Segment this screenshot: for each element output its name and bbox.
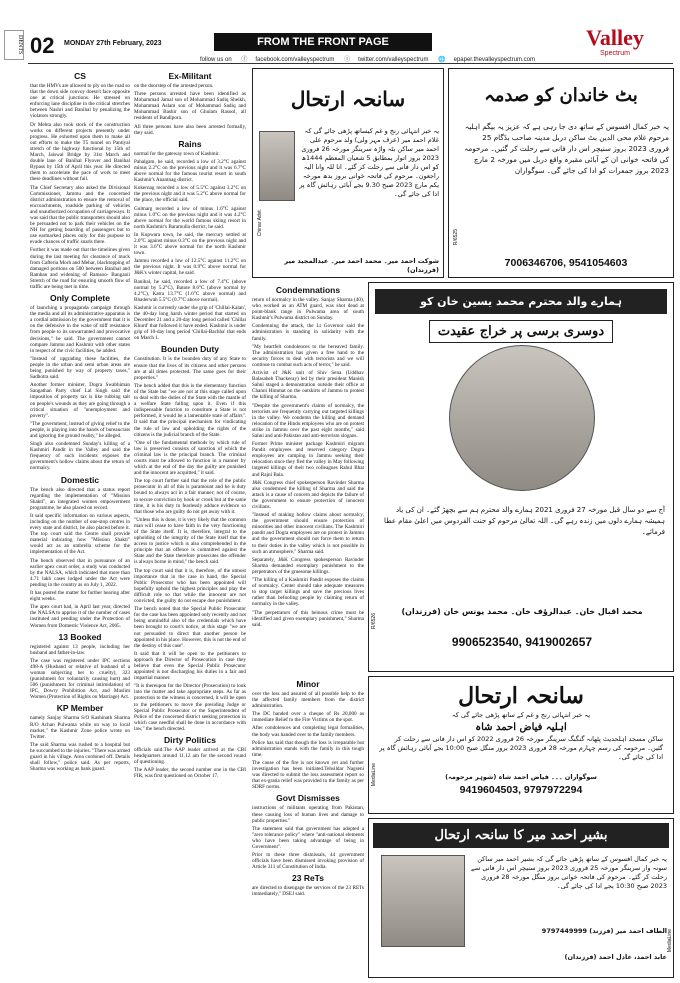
headline-rains: Rains bbox=[178, 138, 202, 149]
ad-code: MediaLine bbox=[667, 929, 673, 953]
article-text: Banihal, he said, recorded a low of 7.4°C (above normal by 5.2°C), Batote 8.6°C (above normal by 4.2°C), Katra 13.7°C (1.6°C above normal) and Bhaderwah 5.5°C (0.7°C above normal). bbox=[134, 278, 246, 303]
article-text: Prior to these three dismissals, 44 government officials have been dismissed invoking provision of Article 311 of Constitution of India. bbox=[252, 852, 364, 871]
headline-only-complete: Only Complete bbox=[50, 293, 110, 304]
article-text: The top court further said that the role of the public prosecutor in all of this is paramount and he is duty bound to always act in a fair manner; not of course, to secure conviction by hook or crook but at the same time, it is his duty to fearlessly adduce evidence so that those who are guilty do not get away with it. bbox=[134, 478, 246, 515]
article-text: The top court said that it is, therefore, of the utmost importance that in the case in hand, the Special Public Prosecutor who has been appointed will hopefully uphold the highest principles and play the difficult role so that while the innocent are not convicted, the guilty do not escape due punishment. bbox=[134, 567, 246, 605]
article-text: Kashmir is currently under the grip of 'Chillai-Kalan', the 40-day long harsh winter period that started on December 21 and a 20-day long period called 'Chillai Khurd' that followed it have ended. Kashmir is under grip of 10-day long period 'Chillai-Bachha' that ends on March 1. bbox=[134, 304, 246, 342]
follow-label: follow us on bbox=[200, 57, 232, 63]
article-text: In Kupwara town, he said, the mercury settled at 2.0°C against minus 0.3°C on the previous night and it was 3.6°C above normal for the north Kashmir town. bbox=[134, 231, 246, 257]
article-text: Pahalgam, he said, recorded a low of 3.2°C against minus 2.2°C on the previous night and it was 6.7°C above normal for the famous tourist resort in south Kashmir's Anantnag district. bbox=[134, 158, 246, 184]
article-text: Three persons arrested have been identified as Mohammad Jamal son of Mohammad Sadiq Sheikh, Mohammad Aslam son of Mohammad Sadiq and Mohammad Bashir son of Ghulam Rasool, all residents of Bandipora. bbox=[134, 91, 246, 122]
obituary-mir bbox=[252, 68, 444, 278]
tribute-photo bbox=[449, 345, 595, 491]
article-text: The cause of the fire is not known yet and further investigation has been initiated.Tehsildar Nagseni was directed to submit the loss assessment report so that ex-gratia relief was provided to the family as per SDRF norms. bbox=[252, 759, 364, 791]
contact-phones: 9419604503, 9797972294 bbox=[459, 784, 583, 796]
obituary-mourners: الطاف احمد میر (فرزند) 9797449999 bbox=[541, 927, 667, 935]
facebook-link[interactable]: facebook.com/valleyspectrum bbox=[255, 57, 335, 63]
twitter-icon: ⓣ bbox=[344, 57, 351, 63]
obituary-mourners-2: عابد احمد، عادل احمد (فرزندان) bbox=[564, 953, 667, 961]
epaper-icon: 🌐 bbox=[438, 57, 446, 63]
headline-dirty-politics: Dirty Politics bbox=[164, 735, 216, 745]
issue-date: MONDAY 27th February, 2023 bbox=[64, 40, 162, 47]
obituary-bashir-mir bbox=[368, 818, 674, 978]
masthead bbox=[0, 0, 680, 62]
article-text: The bench noted that the Special Public Prosecutor for the case has been appointed only recently and not being unmindful also of the credentials which have been brought to court's notice, at this stage "we are not persuaded to direct that another person be appointed in his place. However, this is not the end of the destiny of this case". bbox=[134, 606, 246, 649]
obituary-title: بٹ خاندان کو صدمہ bbox=[484, 85, 638, 106]
article-text: The said Sharma was rushed to a hospital but he succumbed to the injuries. "There was armed guard in his village. Area cordoned off. Details shall follow," police said. As per reports, Sharma was working as bank guard. bbox=[30, 741, 130, 773]
article-text: Police has said that though the loss is irreparable but administration stands with the family in this tough time. bbox=[252, 739, 364, 758]
tribute-body: آج سے دو سال قبل مورخہ 27 فروری 2021 ہمارے والد محترم ہم سے بچھڑ گئے۔ ان کی یاد ہمیشہ ہمارے دلوں میں زندہ رہے گی۔ اللہ تعالیٰ مرحوم کو جنت الفردوس میں اعلیٰ مقام عطا فرمائے۔ bbox=[384, 506, 665, 536]
article-text: The bench added that this is the elementary function of the State but "we are not at this stage called upon to deal with the duties of the State with the mantle of a welfare State falling upon it. Even if this indispensable function to constitute a State is not performed, it would be a lamentable state of affairs". It said that the principal mechanism for vindicating the rule of law and upholding the rights of the citizens is the judicial branch of the State. bbox=[134, 382, 246, 438]
obituary-body: ساکن مسجد اہلحدیث پٹھانہ گنگبگ سرینگر مورخہ 26 فروری 2022 کو اس دار فانی سے رحلت کر گئیں۔ مرحومہ کی رسم چہارم مورخہ 28 فروری 2023 بروز منگل صبح 10:00 بجے آبائی رہائش گاہ پر ادا کی جائے گی۔ bbox=[379, 735, 663, 761]
article-text: "It is thereupon for the Director (Prosecution) to look into the matter and take appropriate steps. As far as protection to the witness is concerned, it will be open to the petitioners to move the presiding Judge or Special Public Prosecutor or the Superintendent of Police of the concerned district seeking protection in which case needful shall be done in accordance with law," the bench directed. bbox=[134, 683, 246, 732]
headline-kp-member: KP Member bbox=[56, 703, 104, 714]
facebook-icon: ⓕ bbox=[241, 57, 248, 63]
article-text: After condolences and completing legal formalities, the body was handed over to the family members. bbox=[252, 725, 364, 738]
article-text: are directed to disengage the services of the 23 RETs immediately," DSEJ said. bbox=[252, 885, 364, 898]
headline-bounden-duty: Bounden Duty bbox=[160, 344, 220, 355]
tribute-title: ہمارے والد محترم محمد یسین خان کو bbox=[375, 289, 667, 314]
article-text: Singh also condemned Sunday's killing of a Kashmiri Pandit in the Valley and said the frequency of such incidents exposes the government's hollow claims about the return of normalcy. bbox=[30, 441, 130, 472]
article-text: The case was registered under IPC sections 498-A (Husband or relative of husband of a woman subjecting her to cruelty), 323 (punishment for voluntarily causing hurt) and 506 (punishment for criminal intimidation) of IPC, Dowry Prohibition Act, and Muslim Women (Protection of Rights on Marriage) Act. bbox=[30, 657, 130, 701]
valley-spectrum-logo bbox=[556, 26, 674, 62]
contact-phones: 9906523540, 9419002657 bbox=[451, 635, 593, 649]
article-text: return of normalcy in the valley. Sanjay Sharma (40), who worked as an ATM guard, was shot dead at point-blank range in Pulwama area of south Kashmir's Pulwama district on Sunday. bbox=[252, 297, 364, 322]
headline-govt-dismisses: Govt Dismisses bbox=[276, 793, 340, 804]
article-text: "Despite the government's claims of normalcy, the terrorists are frequently carrying out targeted killings in the valley. We condemn the killing and demand relocation of the Hindu employees who are on protest strike in Jammu over the past eight months," said Sahni and anti-Pakistan and anti-terrorism slogans. bbox=[252, 402, 364, 439]
headline-cs: CS bbox=[74, 71, 86, 81]
obituary-butt-family bbox=[448, 68, 674, 278]
logo-bottom: Spectrum bbox=[600, 50, 630, 57]
article-text: Dr Mehta also took stock of the construction works on different projects presently under progress. He exhorted upon them to make all out efforts to make the T5 tunnel on Pantiyal stretch of the highway functional by 15th of March, Jaiswal Bridge by 31st March and double lane of Banihal Flyover and Banihal Bypass by 15th of April this year. He directed them to accelerate the pace of work to meet these deadlines without fail. bbox=[30, 121, 130, 183]
article-text: Another former minister, Dogra Swabhiman Sangathan Party chief Lal Singh said the imposition of property tax is like rubbing salt on people's wounds as they are going through a critical situation of "unemployment and poverty". bbox=[30, 382, 130, 419]
ad-code: R/6526 bbox=[371, 613, 377, 630]
obituary-body: یہ خبر کمال افسوس کے ساتھ پڑھی جائے گی کہ بشیر احمد میر ساکن سونہ وار سرینگر مورخہ 25 فروری 2023 بروز سنیچر اس دار فانی سے رحلت کر گئے۔ مرحوم کی فاتحہ خوانی بروز منگل مورخہ 28 فروری 2023 صبح 10:30 بجے ادا کی جائے گی۔ bbox=[471, 855, 667, 890]
article-text: Further it was made out that the timelines given during the last meeting for clearance of muck from Cafteria Morh and Mehar, blacktopping of damaged portions on 500 between Banihal and Ramban and widening of Ramsoo- Banganii Stretch of the road for ensuring smooth flow of traffic are being met in time. bbox=[30, 247, 130, 290]
article-text: Former Prime minister package Kashmiri migrant Pandit employees and reserved category Dogra employees are camping in Jammu seeking their relocation since they fled the valley in May following targeted killings of their two colleagues Rahul Bhat and Rajni Bala. bbox=[252, 441, 364, 478]
ad-code: MediaLine bbox=[371, 763, 377, 787]
contact-phones: 7006346706, 9541054603 bbox=[504, 257, 628, 269]
headline-ex-militant: Ex-Militant bbox=[168, 71, 212, 81]
article-text: The Chief Secretary also asked the Divisional Commissioner, Jammu and the concerned district administration to ensure the removal of encroachments, roadside parking of vehicles and unauthorized occupation of carriageways. It was said that the public transporters should also be persuaded not to park their vehicles on the NH for getting boarding of passengers but to use earmarked places only for this purpose to evade chances of traffic snarls there. bbox=[30, 184, 130, 246]
page-number: 02 bbox=[30, 33, 55, 58]
article-text: Constitution. It is the bounden duty of any State to ensure that the lives of its citizens and other persons are at all times protected. The same goes for their properties." bbox=[134, 356, 246, 381]
headline-condemnations: Condemnations bbox=[275, 285, 341, 295]
article-text: "Instead of making hollow claims about normalcy, the government should ensure protection of minorities and other innocent civilians. The Kashmiri pandit and Dogra employees are on protest in Jammu and the government should not force them to return to their duties in the valley which is not possible in such an atmosphere," Sharma said. bbox=[252, 512, 364, 555]
obituary-body: یہ خبر کمال افسوس کے ساتھ دی جا رہی ہے کہ عزیز یہ بیگم اہلیہ مرحوم غلام محی الدین بٹ ساکن دربل مدینہ صاحب بڈگام 25 فروری 2023 بروز سنیچر اس دار فانی سے رحلت کر گئیں۔ مرحومہ کی فاتحہ خوانی ان کے آبائی مقبرہ واقع دربل میں مورخہ 2 مارچ 2023 بروز جمعرات کو ادا کی جائے گی۔ سوگواران bbox=[464, 122, 669, 175]
obituary-shah bbox=[368, 676, 674, 814]
article-text: "My heartfelt condolences to the bereaved family. The administration has given a free hand to the security forces to deal with terrorists and we will continue to combat such acts of terror," he said. bbox=[252, 343, 364, 368]
side-label: DENTS bbox=[4, 30, 24, 60]
header-rule bbox=[28, 63, 673, 64]
article-text: Kokernag recorded a low of 5.5°C against 3.2°C on the previous night and it was 5.2°C above normal for the place, the official said. bbox=[134, 185, 246, 204]
article-text: instructions of militants operating from Pakistan, these causing loss of human lives and damage to public properties." bbox=[252, 805, 364, 824]
epaper-link[interactable]: epaper.thevalleyspectrum.com bbox=[453, 57, 535, 63]
article-text: officials said.The AAP leader arrived at the CBI headquarters around 11.12 am for the second round of questioning. bbox=[134, 747, 246, 766]
article-text: It has posted the matter for further hearing after eight weeks. bbox=[30, 590, 130, 603]
article-text: Activist of J&K unit of Shiv Sena (Uddhav Balasaheb Thackeray) led by their president Manish Sahni staged a demonstration outside their office at Channi Himmat on the outskirts of Jammu to protest the killing of Sharma. bbox=[252, 370, 364, 401]
headline-23-rets: 23 ReTs bbox=[292, 873, 324, 884]
article-text: "The government, instead of giving relief to the people, is playing into the hands of bureaucrats and ignoring the ground reality," he alleged. bbox=[30, 420, 130, 439]
headline-domestic: Domestic bbox=[60, 474, 100, 485]
article-text: that the HMVs are allowed to ply on the road so that the down side convoy doesn't face opposite one at critical junctions. He stressed on enforcing lane discipline in the critical stretches between Nashri and Banihal by penalizing the violators strongly. bbox=[30, 83, 130, 120]
obituary-intro: یہ خبر انتہائی رنج و غم کے ساتھ پڑھی جائے گی کہ bbox=[451, 711, 591, 719]
deceased-photo bbox=[259, 131, 295, 201]
article-text: Gulmarg recorded a low of minus 1.6°C against minus 1.0°C on the previous night and it was 4.2°C above normal for the world famous skiing resort in north Kashmir's Baramulla district, he said. bbox=[134, 205, 246, 230]
deceased-photo bbox=[381, 855, 465, 947]
article-text: over the loss and assured of all possible help to the the affected family members from the district administration. bbox=[252, 691, 364, 710]
tribute-mourners: محمد اقبال خان۔ عبدالرؤف خان۔ محمد یونس خان (فرزندان) bbox=[401, 607, 643, 616]
article-text: The statement said that government has adopted a "zero tolerance policy" where "anti-national elements who have been taking advantage of being in Government". bbox=[252, 825, 364, 850]
column-3-lower bbox=[252, 676, 364, 978]
column-2 bbox=[134, 68, 246, 978]
logo-top: Valley bbox=[586, 25, 644, 50]
column-1 bbox=[30, 68, 130, 978]
tribute-subtitle: دوسری برسی پر خراج عقیدت bbox=[429, 320, 613, 343]
article-text: Jammu recorded a low of 12.5°C against 11.2°C on the previous night. It was 0.9°C above normal for J&K's winter capital, he said. bbox=[134, 258, 246, 277]
headline-13-booked: 13 Booked bbox=[58, 631, 102, 642]
obituary-name: اہلیہ فیاض احمد شاہ bbox=[475, 722, 567, 733]
article-text: The AAP leader, the second number one in the CBI FIR, was first questioned on October 17. bbox=[134, 767, 246, 780]
article-text: It said that it will be open to the petitioners to approach the Director of Prosecution in case they believe that even the Special Public Prosecutor appointed is not discharging his duties in a fair and impartial manner. bbox=[134, 650, 246, 682]
obituary-title: سانحہ ارتحال bbox=[458, 683, 584, 709]
tribute-yasin-khan bbox=[368, 282, 674, 672]
article-text: registered against 13 people, including her husband and father-in-law. bbox=[30, 643, 130, 656]
article-text: "One of the fundamental methods by which rule of law is preserved consists of sanction of which the criminal law is the principal branch. The criminal courts must be allowed to function in a manner by which at the end of the day the guilty are punished and the innocent are acquitted," it said. bbox=[134, 439, 246, 477]
column-3-condemnations bbox=[252, 282, 364, 672]
article-text: on the doorstep of the arrested person. bbox=[134, 83, 214, 89]
advt-label: Chinar Advt. bbox=[257, 209, 263, 237]
article-text: "Instead of upgrading these facilities, the people in the urban and semi urban areas are being punished by way of property taxes," Sadhotra said. bbox=[30, 355, 130, 381]
obituary-body: یہ خبر انتہائی رنج و غم کیساتھ پڑھی جائے گی کہ غلام احمد میر (عرف مہر ولی) ولد مرحوم علی احمد میر ساکن بٹہ واڑہ سرینگر مورخہ 26 فروری 2023 بروز اتوار بمطابق 5 شعبان المعظم 1444ھ کو اس دار فانی سے رحلت کر گئے۔ انا للہ وانا الیہ راجعون۔ مرحوم کی فاتحہ خوانی بروز بدھ مورخہ یکم مارچ 2023 صبح 9.30 بجے آبائی رہائش گاہ پر ادا کی جائے گی۔ bbox=[299, 127, 439, 198]
article-text: normal for the gateway town of Kashmir. bbox=[134, 150, 220, 157]
article-text: Condemning the attack, the Lt Governor said the administration is standing in solidarity with the family. bbox=[252, 323, 364, 342]
obituary-mourners: سوگواران ۔۔۔ فیاض احمد شاہ (شوہر مرحومہ) bbox=[445, 773, 597, 781]
social-links bbox=[200, 54, 550, 63]
article-text: Separately, J&K Congress spokesperson Ravinder Sharma demanded exemplary punishment to the perpetrators of the gruesome killings. bbox=[252, 556, 364, 575]
article-text: It said specific information on various aspects, including on the number of one-stop centres in every state and district, be also placed before it. The top court said the Centre shall provide material indicating how "Mission Shakti" would act as an umbrella scheme for the implementation of the Act. bbox=[30, 512, 130, 556]
ad-code: R/6525 bbox=[453, 229, 459, 246]
article-text: The DC handed over a cheque of Rs 20,000 as immediate Relief to the Fire Victims on the spot. bbox=[252, 711, 364, 724]
article-text: All three persons have also been arrested formally, they said. bbox=[134, 123, 246, 136]
obituary-title: سانحہ ارتحال bbox=[290, 87, 406, 111]
twitter-link[interactable]: twitter.com/valleyspectrum bbox=[358, 57, 429, 63]
article-text: The bench observed that in pursuance of an earlier apex court order, a study was conducted by the NALSA, which indicated that more than 4.71 lakh cases lodged under the Act were pending in the country as on July 1, 2022. bbox=[30, 557, 130, 588]
article-text: of launching a propaganda campaign through the media and all its administrative apparatus is a cordial admission by the government that it is on the defensive in the wake of stiff resistance from people to its unwarranted and provocative decisions," he said. The government cannot compare Jammu and Kashmir with other states in respect of the civic facilities, he added. bbox=[30, 305, 130, 354]
headline-minor: Minor bbox=[296, 679, 320, 689]
article-text: "Unless this is done, it is very likely that the common man will cease to have faith in the very functioning of the State itself. It is, therefore, integral to the upholding of the integrity of the State itself that the access to justice which is also comprehended in the principle that an offence is committed against the State and the State therefore prosecutes the offender is always borne in mind," the bench said. bbox=[134, 516, 246, 566]
section-banner: FROM THE FRONT PAGE bbox=[214, 33, 432, 51]
article-text: The apex court had, in April last year, directed the NALSA to apprise it of the number of cases instituted and pending under the Protection of Women from Domestic Violence Act, 2005. bbox=[30, 604, 130, 629]
article-text: "The perpetrators of this heinous crime must be identified and given exemplary punishment," Sharma said. bbox=[252, 609, 364, 628]
article-text: "The killing of a Kashmiri Pandit exposes the claims of normalcy. Center should take adequate measures to stop target killings and save the precious lives rather than befooling people by claiming return of normalcy in the valley. bbox=[252, 577, 364, 608]
article-text: J&K Congress chief spokesperson Ravinder Sharma also condemned the killing of Sharma and said the attack is a cause of concern and depicts the failure of the government to ensure protection of innocent civilians. bbox=[252, 479, 364, 510]
article-text: The bench also directed that a status report regarding the implementation of "Mission Shakti", an integrated women empowerment programme, be also placed on record. bbox=[30, 486, 130, 511]
obituary-title: بشیر احمد میر کا سانحہ ارتحال bbox=[373, 823, 669, 848]
article-text: namely Sanjay Sharma S/O Kashinath Sharma R/O Achan Pulwama while on way to local market," the Kashmir Zone police wrote on Twitter. bbox=[30, 715, 130, 740]
obituary-mourners: شوکت احمد میر۔ محمد احمد میر۔ عبدالمجید میر (فرزندان) bbox=[284, 257, 439, 274]
